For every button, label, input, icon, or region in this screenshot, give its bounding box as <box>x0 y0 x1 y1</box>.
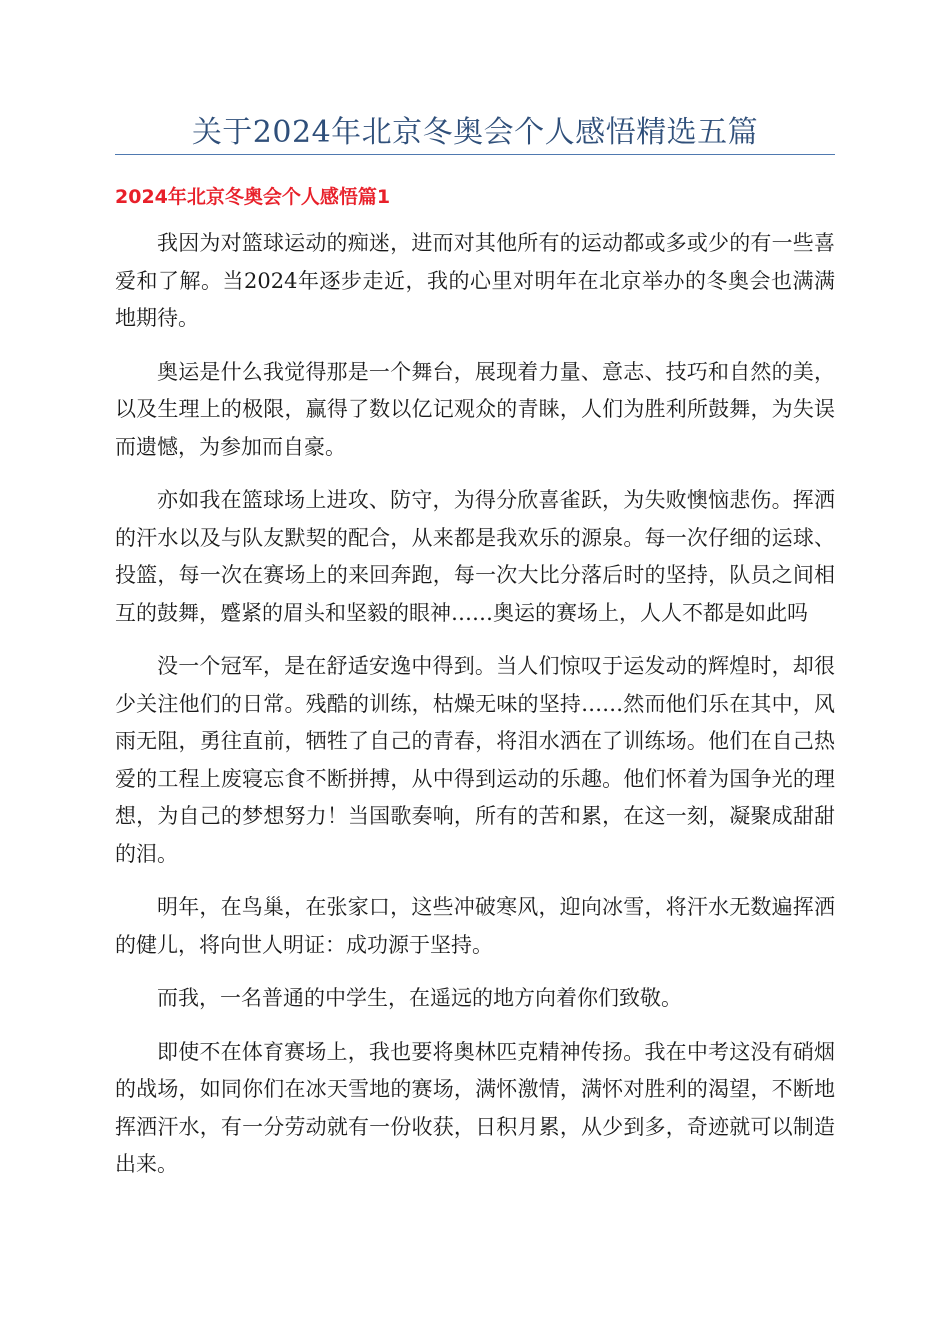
title-underline <box>115 154 835 155</box>
paragraph: 我因为对篮球运动的痴迷，进而对其他所有的运动都或多或少的有一些喜爱和了解。当2024年逐步走近，我的心里对明年在北京举办的冬奥会也满满地期待。 <box>115 231 835 330</box>
paragraph: 即使不在体育赛场上，我也要将奥林匹克精神传扬。我在中考这没有硝烟的战场，如同你们在冰天雪地的赛场，满怀激情，满怀对胜利的渴望，不断地挥洒汗水，有一分劳动就有一份收获，日积月累，从少到多，奇迹就可以制造出来。 <box>115 1039 835 1176</box>
paragraph: 而我，一名普通的中学生，在遥远的地方向着你们致敬。 <box>157 986 682 1010</box>
paragraph: 奥运是什么我觉得那是一个舞台，展现着力量、意志、技巧和自然的美，以及生理上的极限，赢得了数以亿记观众的青睐，人们为胜利所鼓舞，为失误而遗憾，为参加而自豪。 <box>115 359 835 459</box>
paragraph: 亦如我在篮球场上进攻、防守，为得分欣喜雀跃，为失败懊恼悲伤。挥洒的汗水以及与队友默契的配合，从来都是我欢乐的源泉。每一次仔细的运球、投篮，每一次在赛场上的来回奔跑，每一次大比分落后时的坚持，队员之间相互的鼓舞，蹙紧的眉头和坚毅的眼神……奥运的赛场上，人人不都是如此吗 <box>115 488 835 625</box>
section-heading: 2024年北京冬奥会个人感悟篇1 <box>115 186 391 208</box>
paragraph: 没一个冠军，是在舒适安逸中得到。当人们惊叹于运发动的辉煌时，却很少关注他们的日常。残酷的训练，枯燥无味的坚持……然而他们乐在其中，风雨无阻，勇往直前，牺牲了自己的青春，将泪水洒在了训练场。他们在自己热爱的工程上废寝忘食不断拼搏，从中得到运动的乐趣。他们怀着为国争光的理想，为自己的梦想努力！当国歌奏响，所有的苦和累，在这一刻，凝聚成甜甜的泪。 <box>115 654 835 866</box>
article-body <box>115 225 835 1200</box>
document-title: 关于2024年北京冬奥会个人感悟精选五篇 <box>191 115 759 150</box>
paragraph: 明年，在鸟巢，在张家口，这些冲破寒风，迎向冰雪，将汗水无数遍挥洒的健儿，将向世人明证：成功源于坚持。 <box>115 895 835 957</box>
